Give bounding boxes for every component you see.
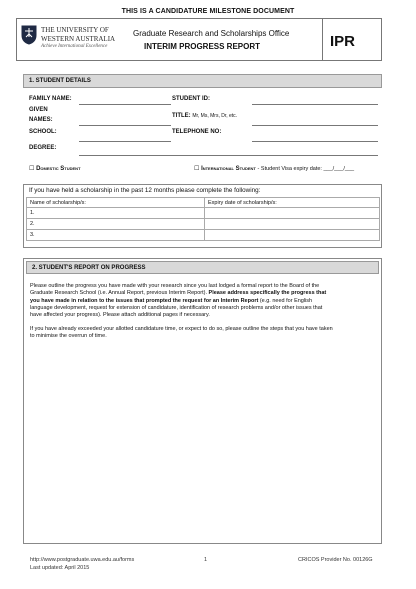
- checkbox-icon[interactable]: ☐: [29, 166, 35, 172]
- family-name-label: FAMILY NAME:: [29, 96, 72, 102]
- overrun-line-2: to minimise the overrun of time.: [30, 333, 107, 340]
- scholarship-expiry-3[interactable]: [204, 229, 380, 241]
- instruction-line-2: Graduate Research School (i.e. Annual Report, previous Interim Report). Please address specifically the progress that: [30, 290, 327, 297]
- instruction-line-3: you have made in relation to the issues that prompted the request for an Interim Report (e.g. need for English: [30, 297, 313, 304]
- domestic-student-label: Domestic Student: [36, 166, 81, 172]
- given-names-label-1: GIVEN: [29, 107, 48, 113]
- school-label: SCHOOL:: [29, 129, 57, 135]
- given-names-label-2: NAMES:: [29, 117, 53, 123]
- header-divider: [322, 19, 323, 60]
- international-student-label: International Student: [201, 166, 256, 172]
- scholarship-name-header: Name of scholarship/s:: [26, 197, 205, 208]
- scholarship-row-3[interactable]: 3.: [26, 229, 205, 241]
- cricos-number: CRICOS Provider No. 00126G: [298, 557, 373, 563]
- student-id-field[interactable]: [252, 104, 378, 105]
- telephone-field[interactable]: [252, 141, 378, 142]
- instruction-line-1: Please outline the progress you have made with your research since you last lodged a formal report to the Board of the: [30, 283, 320, 289]
- degree-field[interactable]: [79, 155, 378, 156]
- overrun-instructions: [30, 326, 380, 341]
- visa-expiry-label: - Student Visa expiry date: ___/___/___: [257, 166, 355, 172]
- checkbox-icon[interactable]: ☐: [194, 166, 200, 172]
- form-header: [16, 18, 382, 61]
- university-name-line2: WESTERN AUSTRALIA: [41, 35, 116, 43]
- university-name-line1: THE UNIVERSITY OF: [41, 26, 109, 34]
- title-field[interactable]: [252, 125, 378, 126]
- page-number: 1: [204, 557, 208, 563]
- scholarship-prompt: If you have held a scholarship in the past 12 months please complete the following:: [29, 187, 261, 194]
- international-student-option[interactable]: [194, 165, 354, 172]
- report-title: INTERIM PROGRESS REPORT: [144, 42, 261, 51]
- instruction-line-4: language development, request for extension of candidature, identification of research problems and/or other issues that: [30, 304, 323, 311]
- section2-heading: 2. STUDENT'S REPORT ON PROGRESS: [26, 261, 379, 274]
- office-name: Graduate Research and Scholarships Office: [133, 29, 290, 38]
- school-field[interactable]: [79, 141, 171, 142]
- section1-heading: 1. STUDENT DETAILS: [23, 74, 382, 88]
- degree-label: DEGREE:: [29, 145, 57, 151]
- form-code: IPR: [330, 33, 356, 50]
- scholarship-row-2[interactable]: 2.: [26, 218, 205, 230]
- scholarship-row-1[interactable]: 1.: [26, 207, 205, 219]
- title-label: [172, 113, 237, 119]
- progress-instructions: [30, 283, 380, 319]
- title-label-text: TITLE:: [172, 113, 191, 119]
- crest-icon: [21, 25, 37, 45]
- title-options: Mr, Ms, Mrs, Dr, etc.: [192, 113, 238, 119]
- university-tagline: Achieve International Excellence: [41, 44, 108, 49]
- instruction-line-5: have affected your progress). Please attach additional pages if necessary.: [30, 312, 210, 319]
- document-banner: THIS IS A CANDIDATURE MILESTONE DOCUMENT: [121, 8, 295, 15]
- university-logo: [21, 23, 149, 59]
- scholarship-expiry-header: Expiry date of scholarship/s:: [204, 197, 380, 208]
- family-name-field[interactable]: [79, 104, 171, 105]
- footer-url[interactable]: http://www.postgraduate.uwa.edu.au/forms: [30, 557, 135, 563]
- student-id-label: STUDENT ID:: [172, 96, 210, 102]
- given-names-field[interactable]: [79, 125, 171, 126]
- overrun-line-1: If you have already exceeded your allotted candidature time, or expect to do so, please outline the steps that you have taken: [30, 326, 333, 332]
- footer-updated: Last updated: April 2015: [30, 565, 90, 571]
- domestic-student-option[interactable]: [29, 165, 81, 172]
- telephone-label: TELEPHONE NO:: [172, 129, 222, 135]
